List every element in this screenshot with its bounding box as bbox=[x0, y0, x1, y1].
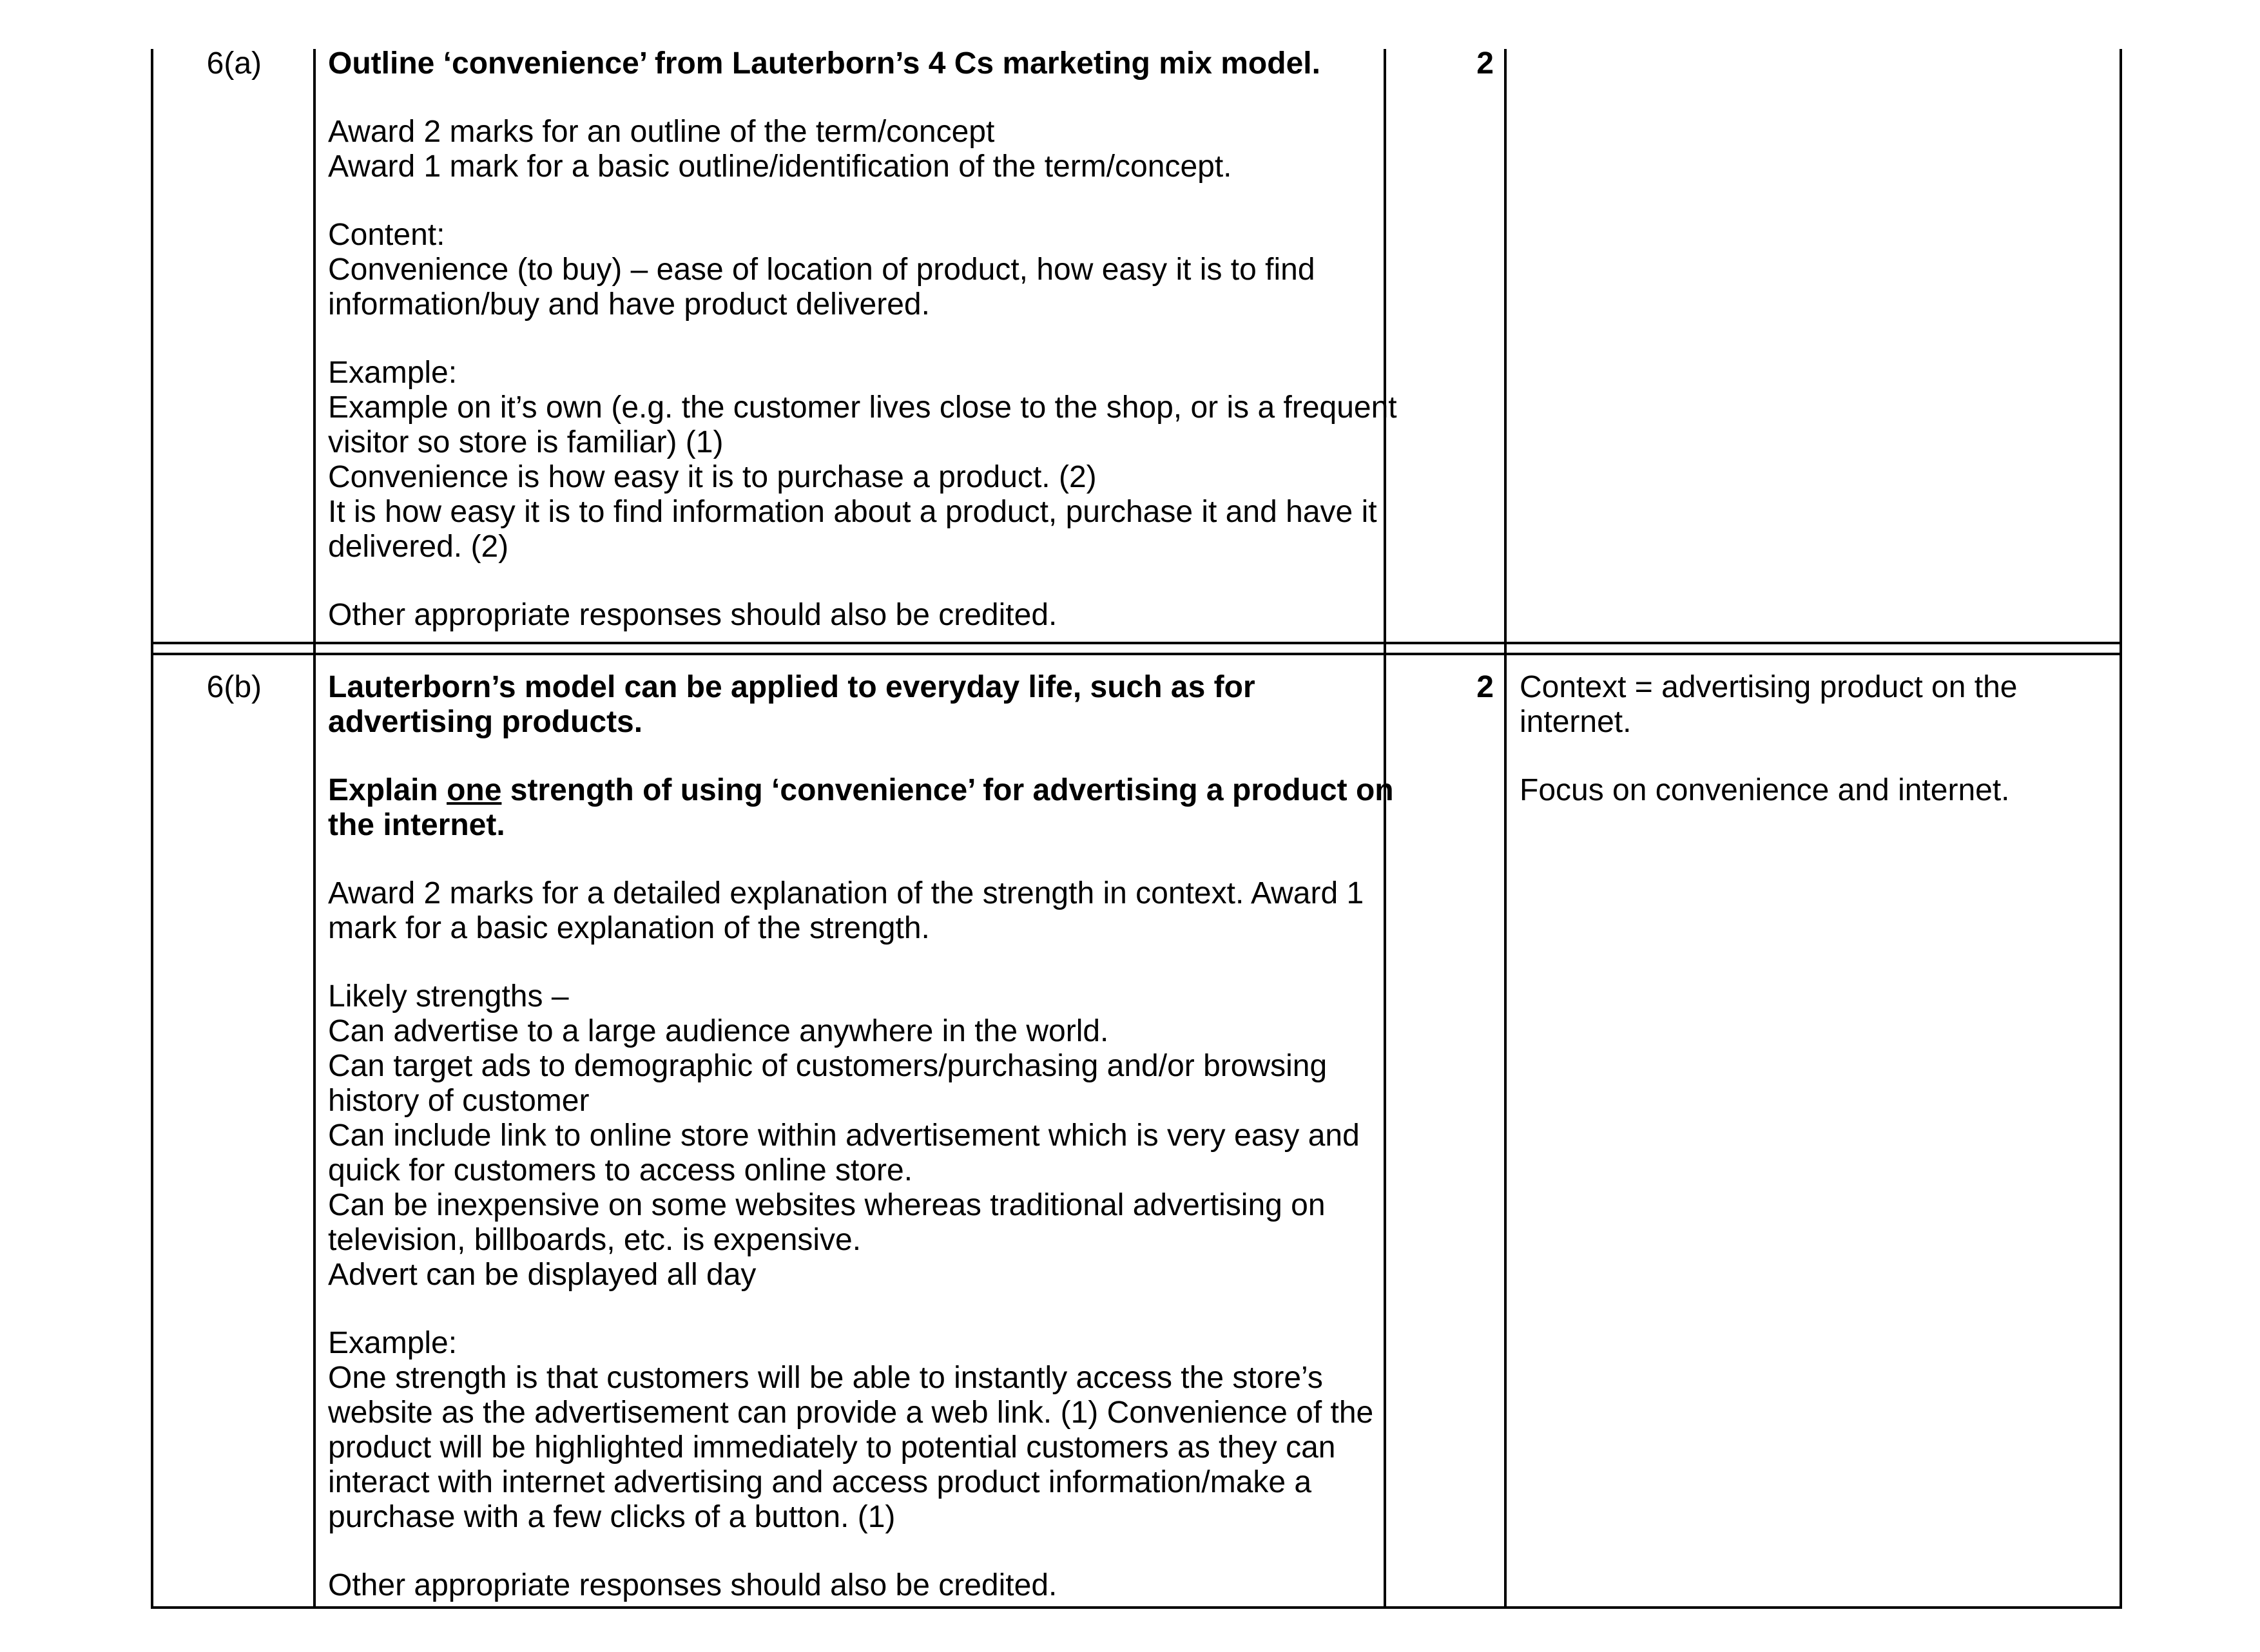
award-line: mark for a basic explanation of the strength. bbox=[328, 911, 930, 945]
strength-line: Can advertise to a large audience anywhere in the world. bbox=[328, 1014, 1109, 1048]
example-line: Example on it’s own (e.g. the customer lives close to the shop, or is a frequent bbox=[328, 390, 1397, 425]
marks-value: 2 bbox=[1476, 46, 1494, 81]
question-text: advertising products. bbox=[328, 705, 643, 739]
content-line: information/buy and have product delivered. bbox=[328, 287, 930, 322]
guidance-line: internet. bbox=[1520, 705, 1632, 739]
strength-line: Can be inexpensive on some websites whereas traditional advertising on bbox=[328, 1188, 1326, 1222]
row-separator-bottom bbox=[151, 653, 2122, 655]
question-text: Outline ‘convenience’ from Lauterborn’s 4 Cs marketing mix model. bbox=[328, 46, 1320, 81]
example-line: visitor so store is familiar) (1) bbox=[328, 425, 724, 459]
strengths-heading: Likely strengths – bbox=[328, 979, 569, 1013]
strength-line: television, billboards, etc. is expensive. bbox=[328, 1223, 862, 1257]
strength-line: quick for customers to access online store. bbox=[328, 1153, 913, 1187]
content-heading: Content: bbox=[328, 218, 445, 252]
column-divider-guidance bbox=[1504, 49, 1507, 1609]
explain-prefix: Explain bbox=[328, 773, 447, 807]
example-heading: Example: bbox=[328, 356, 458, 390]
example-line: interact with internet advertising and access product information/make a bbox=[328, 1465, 1312, 1499]
column-divider-question bbox=[313, 49, 316, 1609]
example-heading: Example: bbox=[328, 1326, 458, 1360]
example-line: purchase with a few clicks of a button. (1) bbox=[328, 1500, 896, 1534]
question-number: 6(a) bbox=[206, 46, 262, 81]
strength-line: Can include link to online store within advertisement which is very easy and bbox=[328, 1119, 1360, 1153]
example-line: delivered. (2) bbox=[328, 530, 509, 564]
explain-instruction bbox=[328, 773, 1394, 808]
explain-suffix: strength of using ‘convenience’ for advertising a product on bbox=[501, 773, 1394, 807]
other-responses-note: Other appropriate responses should also be credited. bbox=[328, 1568, 1058, 1602]
table-border-left bbox=[151, 49, 153, 1609]
award-line: Award 2 marks for a detailed explanation of the strength in context. Award 1 bbox=[328, 876, 1364, 910]
content-line: Convenience (to buy) – ease of location of product, how easy it is to find bbox=[328, 253, 1315, 287]
question-text: Lauterborn’s model can be applied to everyday life, such as for bbox=[328, 670, 1255, 704]
table-border-bottom bbox=[151, 1606, 2122, 1609]
marks-value: 2 bbox=[1476, 670, 1494, 704]
row-separator-top bbox=[151, 642, 2122, 644]
other-responses-note: Other appropriate responses should also be credited. bbox=[328, 598, 1058, 632]
guidance-line: Focus on convenience and internet. bbox=[1520, 773, 2010, 807]
strength-line: history of customer bbox=[328, 1084, 590, 1118]
answer-text-6b bbox=[328, 670, 1394, 1603]
award-line: Award 2 marks for an outline of the term/concept bbox=[328, 115, 995, 149]
guidance-line: Context = advertising product on the bbox=[1520, 670, 2018, 704]
strength-line: Can target ads to demographic of customers/purchasing and/or browsing bbox=[328, 1049, 1328, 1083]
example-line: Convenience is how easy it is to purchase a product. (2) bbox=[328, 460, 1097, 494]
example-line: It is how easy it is to find information about a product, purchase it and have it bbox=[328, 495, 1377, 529]
strength-line: Advert can be displayed all day bbox=[328, 1258, 757, 1292]
example-line: website as the advertisement can provide a web link. (1) Convenience of the bbox=[328, 1396, 1374, 1430]
table-border-right bbox=[2120, 49, 2122, 1609]
explain-underlined-word: one bbox=[447, 773, 502, 807]
award-line: Award 1 mark for a basic outline/identification of the term/concept. bbox=[328, 149, 1232, 184]
question-number: 6(b) bbox=[206, 670, 262, 704]
example-line: One strength is that customers will be able to instantly access the store’s bbox=[328, 1361, 1323, 1395]
explain-instruction-line2: the internet. bbox=[328, 808, 505, 842]
answer-text-6a bbox=[328, 46, 1397, 633]
example-line: product will be highlighted immediately to potential customers as they can bbox=[328, 1430, 1336, 1465]
guidance-text-6b bbox=[1520, 670, 2017, 808]
